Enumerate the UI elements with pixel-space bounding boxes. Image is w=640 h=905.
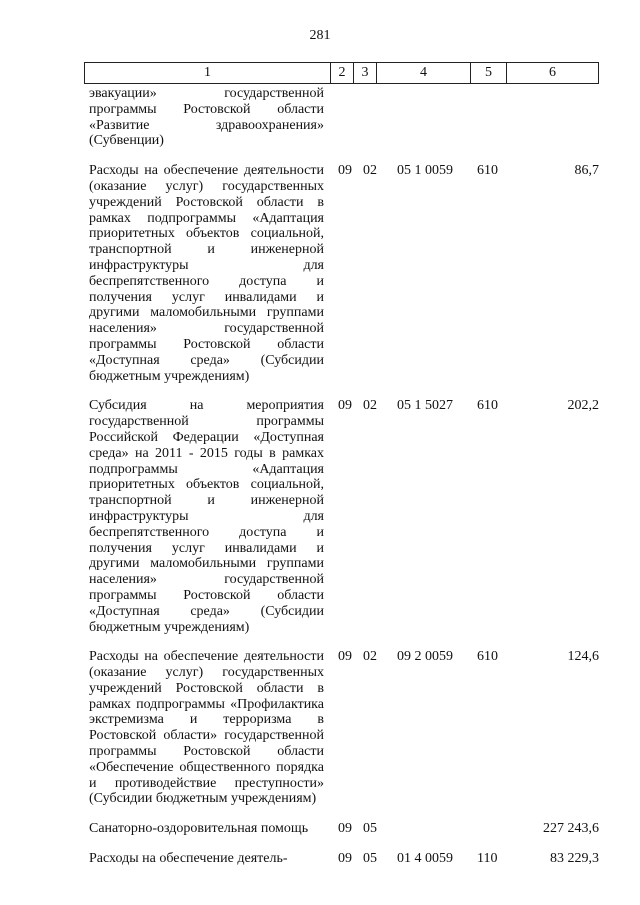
table-body <box>89 86 599 867</box>
row-description: Санаторно-оздоровительная помощь <box>89 821 309 837</box>
header-col-6: 6 <box>507 63 599 84</box>
table-row <box>89 851 599 867</box>
table-row <box>89 86 599 149</box>
page-number: 281 <box>309 28 331 43</box>
row-amount: 86,7 <box>574 163 599 179</box>
row-section: 09 <box>338 398 352 414</box>
table-row <box>89 649 599 807</box>
row-subsection: 05 <box>363 821 377 837</box>
row-description: Расходы на обеспечение деятельности (оказание услуг) государственных учреждений Ростовской области в рамках подпрограммы «Профилактика экстремизма и терроризма в Ростовской области» государственной программы Ростовской области «Обеспечение общественного порядка и противодействие преступности» (Субсидии бюджетным учреждениям) <box>89 649 324 807</box>
table-header <box>84 62 599 84</box>
row-expense-type: 610 <box>477 163 498 179</box>
header-col-5: 5 <box>471 63 507 84</box>
row-target-article: 01 4 0059 <box>397 851 453 867</box>
row-subsection: 05 <box>363 851 377 867</box>
table-row <box>89 398 599 635</box>
header-col-4: 4 <box>377 63 471 84</box>
row-amount: 83 229,3 <box>550 851 599 867</box>
row-target-article: 05 1 0059 <box>397 163 453 179</box>
header-col-2: 2 <box>331 63 354 84</box>
row-section: 09 <box>338 851 352 867</box>
row-section: 09 <box>338 821 352 837</box>
row-subsection: 02 <box>363 163 377 179</box>
row-expense-type: 610 <box>477 398 498 414</box>
row-subsection: 02 <box>363 398 377 414</box>
row-description: Субсидия на мероприятия государственной программы Российской Федерации «Доступная среда» на 2011 - 2015 годы в рамках подпрограммы «Адаптация приоритетных объектов социальной, транспортной и инженерной инфраструктуры для беспрепятственного доступа и получения услуг инвалидами и другими маломобильными группами населения» государственной программы Ростовской области «Доступная среда» (Субсидии бюджетным учреждениям) <box>89 398 324 635</box>
header-col-1: 1 <box>85 63 331 84</box>
row-description: Расходы на обеспечение деятельности (оказание услуг) государственных учреждений Ростовской области в рамках подпрограммы «Адаптация приоритетных объектов социальной, транспортной и инженерной инфраструктуры для беспрепятственного доступа и получения услуг инвалидами и другими маломобильными группами населения» государственной программы Ростовской области «Доступная среда» (Субсидии бюджетным учреждениям) <box>89 163 324 384</box>
table-row <box>89 163 599 384</box>
table-row <box>89 821 599 837</box>
row-amount: 227 243,6 <box>543 821 599 837</box>
row-expense-type: 110 <box>477 851 498 867</box>
header-col-3: 3 <box>354 63 377 84</box>
row-section: 09 <box>338 163 352 179</box>
row-section: 09 <box>338 649 352 665</box>
row-target-article: 05 1 5027 <box>397 398 453 414</box>
row-subsection: 02 <box>363 649 377 665</box>
row-amount: 124,6 <box>567 649 599 665</box>
row-target-article: 09 2 0059 <box>397 649 453 665</box>
row-expense-type: 610 <box>477 649 498 665</box>
row-description: эвакуации» государственной программы Ростовской области «Развитие здравоохранения» (Субвенции) <box>89 86 324 149</box>
row-amount: 202,2 <box>567 398 599 414</box>
row-description: Расходы на обеспечение деятель- <box>89 851 288 867</box>
